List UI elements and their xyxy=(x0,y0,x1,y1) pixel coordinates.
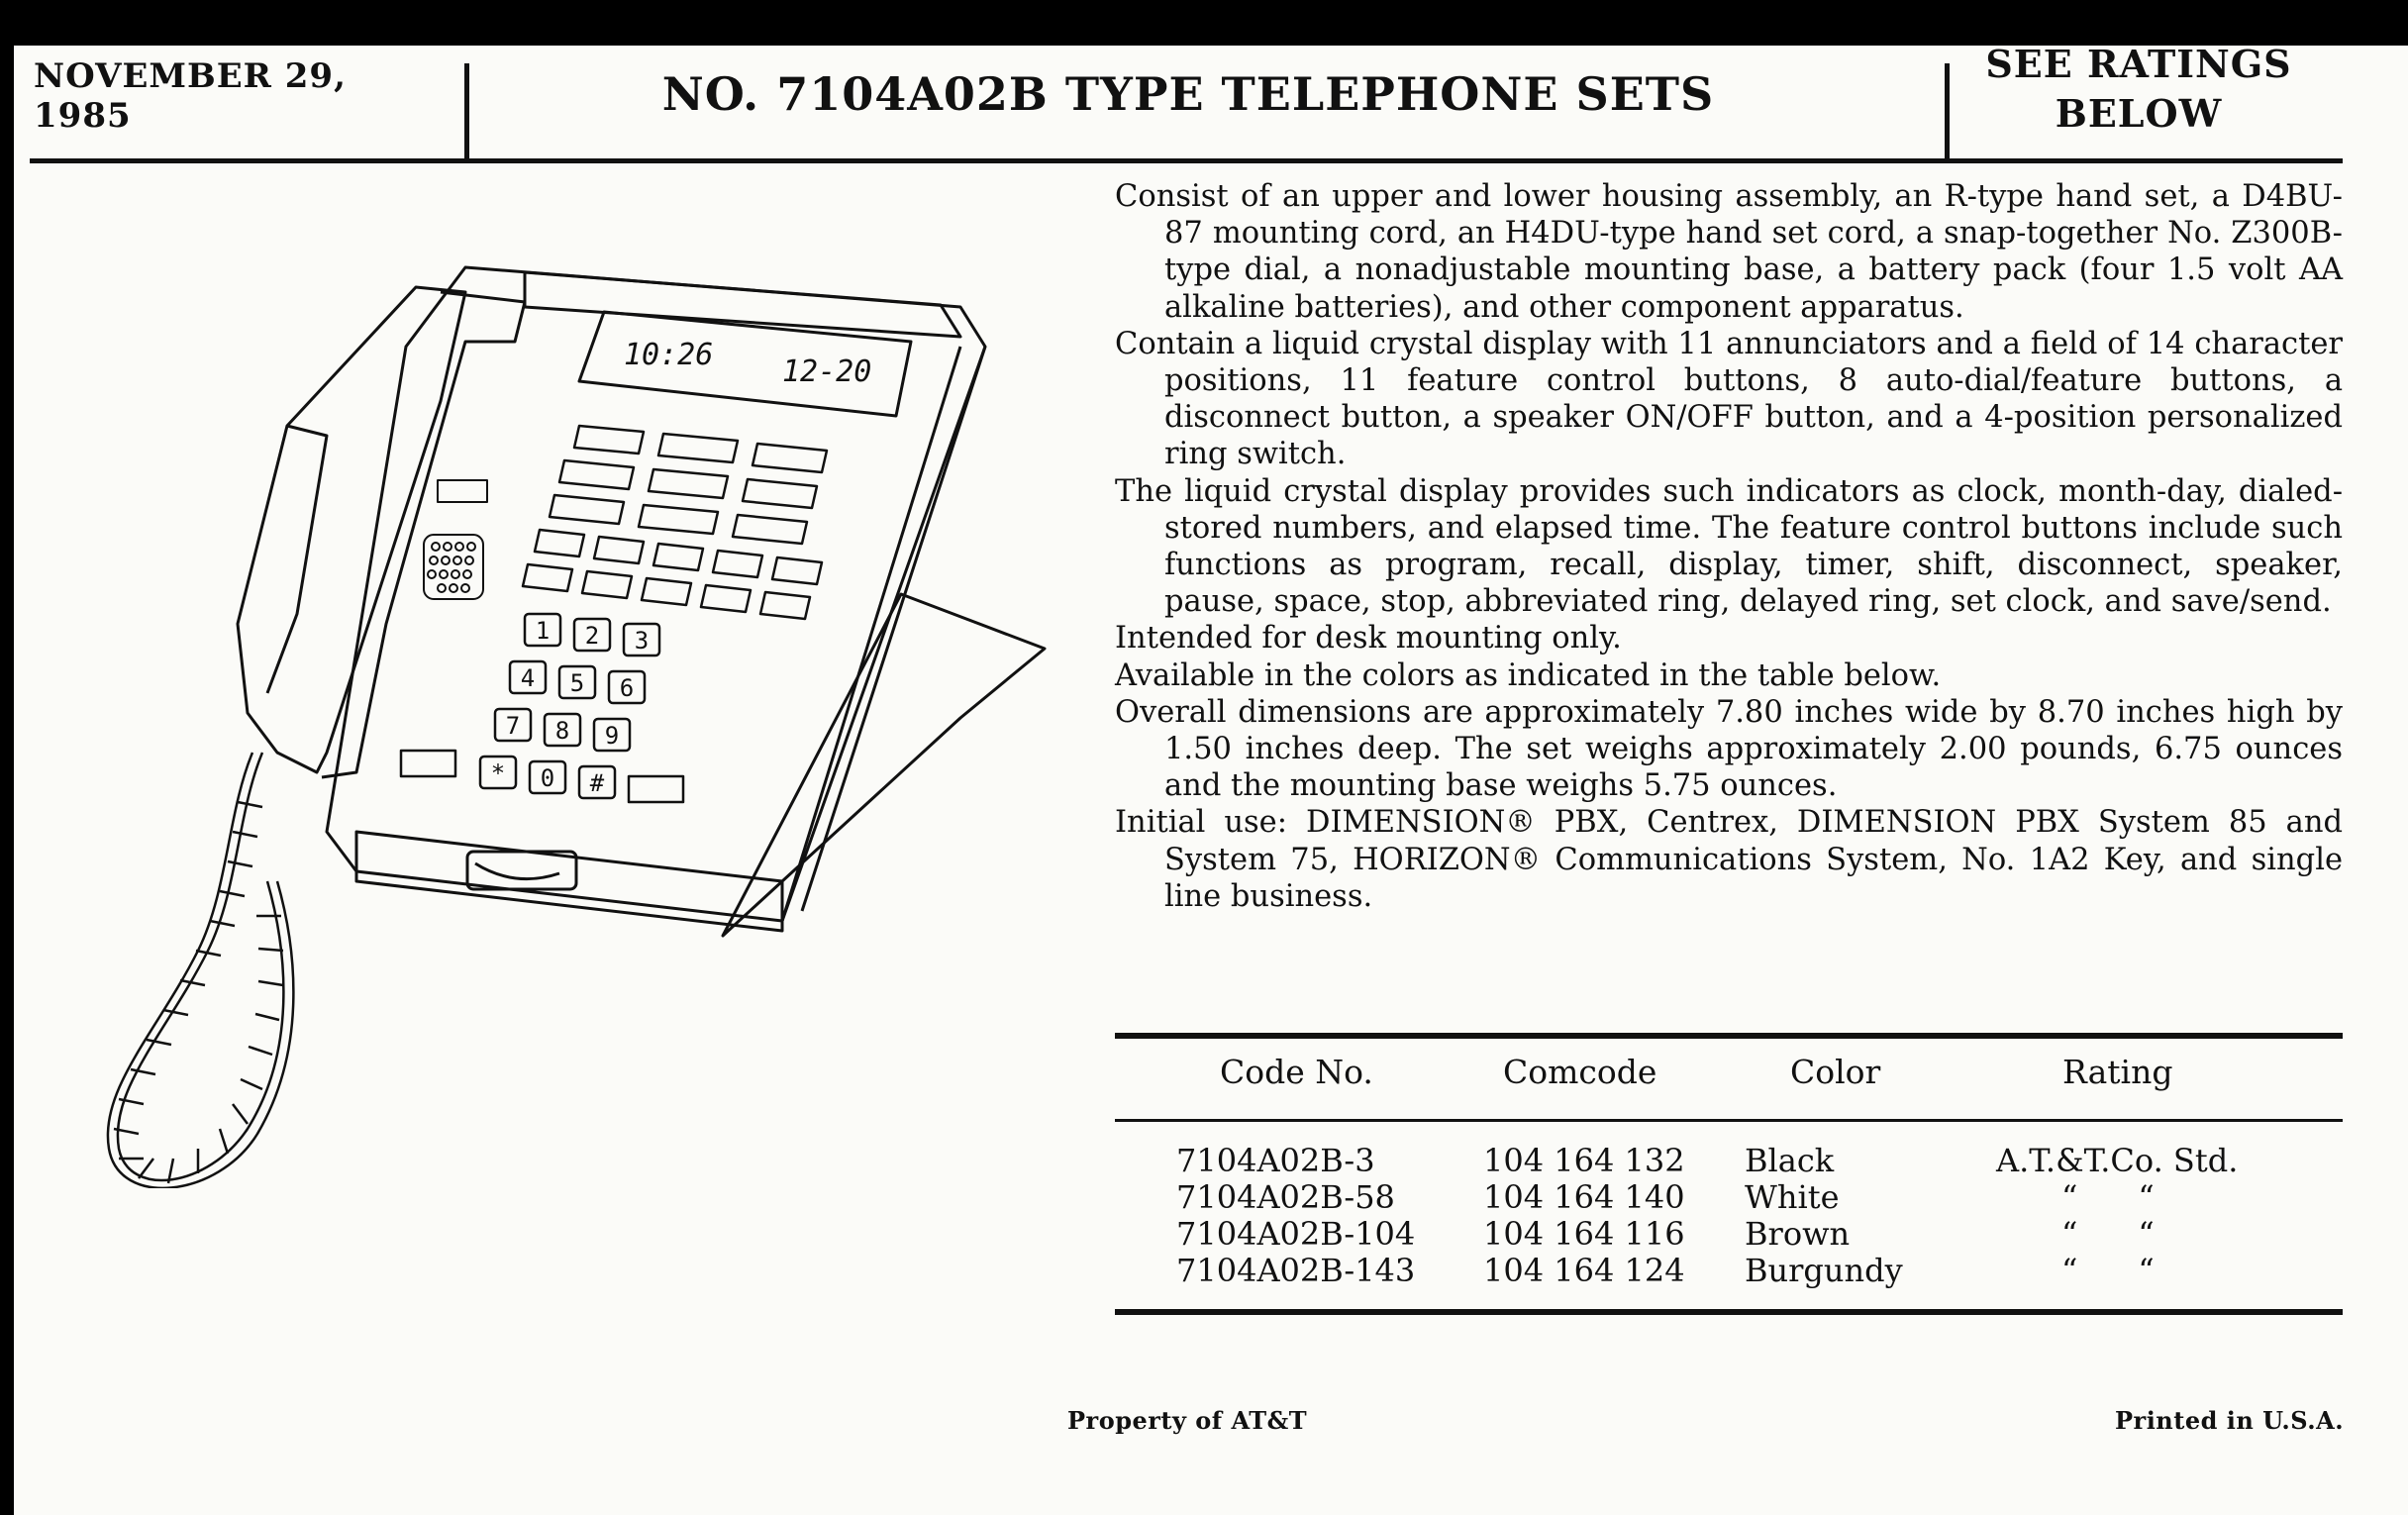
keypad-key-5: 5 xyxy=(569,669,585,697)
table-top-rule xyxy=(1115,1033,2343,1039)
issue-date: NOVEMBER 29, 1985 xyxy=(34,56,347,136)
keypad-key-pound: # xyxy=(589,769,605,797)
speaker-button xyxy=(629,776,683,802)
phone-right-edge-inner xyxy=(802,347,985,911)
printed-notice: Printed in U.S.A. xyxy=(2115,1406,2345,1435)
cell-comcode: 104 164 116 xyxy=(1483,1215,1685,1253)
cell-color: Black xyxy=(1745,1142,1835,1179)
feature-buttons xyxy=(523,426,827,619)
ring-switch xyxy=(438,480,487,502)
lcd-time: 10:26 xyxy=(624,338,714,372)
description-paragraph: Intended for desk mounting only. xyxy=(1115,621,1622,656)
cell-color: Brown xyxy=(1745,1215,1851,1253)
keypad-key-0: 0 xyxy=(540,764,555,792)
cell-comcode: 104 164 132 xyxy=(1483,1142,1685,1179)
lower-housing xyxy=(356,832,782,931)
cell-rating: “ “ xyxy=(2061,1252,2155,1289)
description-paragraph: Overall dimensions are approximately 7.80 inches wide by 8.70 inches high by 1.50 inches deep. The set weighs approximately 2.00 pounds, 6.75 ounces and the mounting base weighs 5.75 ounces. xyxy=(1115,694,2343,804)
description-paragraph: Contain a liquid crystal display with 11 annunciators and a field of 14 character positions, 11 feature control buttons, 8 auto-dial/feature buttons, a disconnect button, a speaker ON/OFF button, and a 4-position personalized ring switch. xyxy=(1115,326,2343,472)
description-paragraph: Consist of an upper and lower housing assembly, an R-type hand set, a D4BU-87 mounting cord, an H4DU-type hand set cord, a snap-together No. Z300B-type dial, a nonadjustable mounting base, a battery pack (four 1.5 volt AA alkaline batteries), and other component apparatus. xyxy=(1115,179,2343,325)
battery-drawer xyxy=(467,852,576,889)
phone-top-edge xyxy=(525,272,960,337)
disconnect-button xyxy=(401,751,455,776)
table-bottom-rule xyxy=(1115,1309,2343,1315)
phone-right-edge xyxy=(782,347,960,921)
keypad-key-3: 3 xyxy=(634,627,650,655)
table-header-rule xyxy=(1115,1119,2343,1122)
column-header-rating: Rating xyxy=(2062,1053,2173,1091)
column-header-code: Code No. xyxy=(1220,1053,1373,1091)
cell-code: 7104A02B-104 xyxy=(1176,1215,1416,1253)
keypad-key-2: 2 xyxy=(584,622,600,650)
ratings-note-line1: SEE RATINGS xyxy=(1985,42,2292,86)
cell-rating: “ “ xyxy=(2061,1178,2155,1216)
handset xyxy=(238,287,465,772)
keypad-key-star: * xyxy=(490,759,506,787)
description-paragraph: The liquid crystal display provides such indicators as clock, month-day, dialed-stored numbers, and elapsed time. The feature control buttons include such functions as program, recall, display, timer, shift, disconnect, speaker, pause, space, stop, abbreviated ring, delayed ring, set clock, and save/send. xyxy=(1115,473,2343,620)
keypad-key-1: 1 xyxy=(535,617,551,645)
ratings-note-line2: BELOW xyxy=(2055,91,2223,136)
lcd-date: 12-20 xyxy=(782,354,872,389)
column-header-color: Color xyxy=(1790,1053,1881,1091)
keypad-key-9: 9 xyxy=(604,722,620,750)
property-notice: Property of AT&T xyxy=(1067,1406,1308,1435)
description xyxy=(1115,178,2343,915)
description-paragraph: Available in the colors as indicated in the table below. xyxy=(1115,657,1942,693)
speaker-grille xyxy=(424,535,483,599)
handset-cradle xyxy=(322,292,525,777)
keypad-key-7: 7 xyxy=(505,712,521,740)
coiled-cord xyxy=(108,753,293,1188)
mounting-base xyxy=(723,594,1045,936)
cell-rating: A.T.&T.Co. Std. xyxy=(1996,1142,2239,1179)
keypad xyxy=(401,614,683,802)
keypad-key-8: 8 xyxy=(554,717,570,745)
telephone-illustration xyxy=(89,198,1079,1188)
cell-rating: “ “ xyxy=(2061,1215,2155,1253)
description-paragraph: Initial use: DIMENSION® PBX, Centrex, DIMENSION PBX System 85 and System 75, HORIZON® Communications System, No. 1A2 Key, and single line business. xyxy=(1115,805,2343,914)
keypad-key-4: 4 xyxy=(520,664,536,692)
cell-color: White xyxy=(1745,1178,1840,1216)
cell-comcode: 104 164 140 xyxy=(1483,1178,1685,1216)
ratings-note xyxy=(1941,30,2337,149)
page-title: NO. 7104A02B TYPE TELEPHONE SETS xyxy=(661,67,1715,121)
battery-drawer-handle xyxy=(475,863,559,879)
column-header-comcode: Comcode xyxy=(1503,1053,1657,1091)
cell-code: 7104A02B-143 xyxy=(1176,1252,1416,1289)
keypad-key-6: 6 xyxy=(619,674,635,702)
cell-color: Burgundy xyxy=(1745,1252,1903,1289)
cell-code: 7104A02B-3 xyxy=(1176,1142,1375,1179)
cell-comcode: 104 164 124 xyxy=(1483,1252,1685,1289)
header-rule xyxy=(30,158,2343,163)
cell-code: 7104A02B-58 xyxy=(1176,1178,1395,1216)
